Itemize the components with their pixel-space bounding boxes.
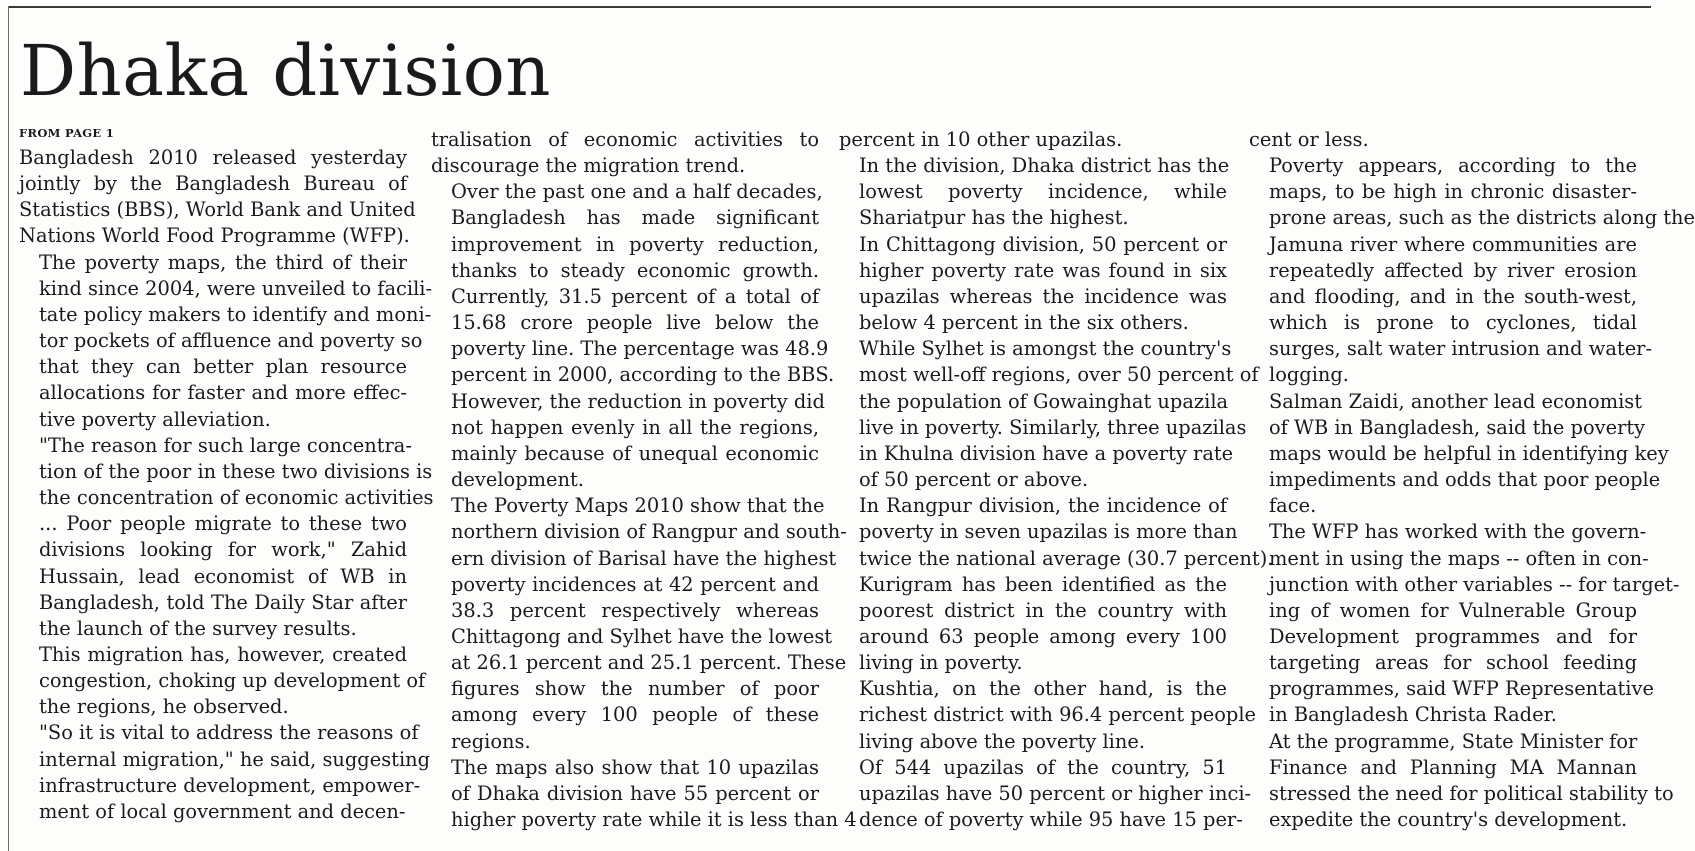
kicker: FROM PAGE 1	[19, 126, 115, 140]
text-line: face.	[1269, 494, 1317, 518]
text-line: maps, to be high in chronic disaster-	[1269, 180, 1637, 204]
text-line: Hussain, lead economist of WB in	[39, 564, 407, 588]
text-line: of 50 percent or above.	[859, 468, 1089, 492]
text-line: The maps also show that 10 upazilas	[451, 755, 819, 779]
paragraph	[839, 153, 1230, 231]
text-line: "So it is vital to address the reasons of	[39, 721, 419, 745]
text-line: higher poverty rate was found in six	[859, 258, 1227, 282]
text-line: Over the past one and a half decades,	[451, 180, 823, 204]
text-line: at 26.1 percent and 25.1 percent. These	[451, 651, 847, 675]
text-line: Bangladesh, told The Daily Star after	[39, 590, 407, 614]
text-line: ing of women for Vulnerable Group	[1269, 598, 1637, 622]
text-line: mainly because of unequal economic	[451, 441, 819, 465]
text-line: targeting areas for school feeding	[1269, 651, 1637, 675]
paragraph	[1249, 729, 1674, 834]
text-line: programmes, said WFP Representative	[1269, 677, 1654, 701]
paragraph	[839, 232, 1227, 337]
text-line: logging.	[1269, 363, 1349, 387]
text-line: Currently, 31.5 percent of a total of	[451, 284, 819, 308]
text-line: that they can better plan resource	[39, 355, 407, 379]
text-line: thanks to steady economic growth.	[451, 258, 819, 282]
text-line: higher poverty rate while it is less than 4	[451, 808, 857, 832]
text-line: Jamuna river where communities are	[1269, 232, 1637, 256]
text-line: 15.68 crore people live below the	[451, 311, 819, 335]
text-line: stressed the need for political stability to	[1269, 781, 1674, 805]
text-line: 38.3 percent respectively whereas	[451, 598, 819, 622]
paragraph	[839, 493, 1274, 571]
paragraph	[1249, 153, 1695, 388]
text-line: northern division of Rangpur and south-	[451, 520, 847, 544]
text-line: Shariatpur has the highest.	[859, 206, 1129, 230]
text-line: surges, salt water intrusion and water-	[1269, 337, 1652, 361]
text-line: congestion, choking up development of	[39, 669, 426, 693]
text-line: dence of poverty while 95 have 15 per-	[859, 808, 1243, 832]
text-line: percent in 10 other upazilas.	[839, 128, 1123, 151]
text-line: ment of local government and decen-	[39, 799, 406, 823]
text-line: kind since 2004, were unveiled to facili-	[39, 276, 433, 300]
text-line: the launch of the survey results.	[39, 616, 357, 640]
text-line: However, the reduction in poverty did	[451, 389, 825, 413]
text-line: In the division, Dhaka district has the	[859, 154, 1230, 178]
text-line: While Sylhet is amongst the country's	[859, 337, 1232, 361]
paragraph	[431, 493, 847, 755]
paragraph	[839, 336, 1259, 493]
text-line: In Rangpur division, the incidence of	[859, 494, 1227, 518]
text-line: Finance and Planning MA Mannan	[1269, 755, 1637, 779]
paragraph	[839, 676, 1257, 754]
paragraph	[19, 145, 416, 250]
text-line: Salman Zaidi, another lead economist	[1269, 389, 1643, 413]
text-line: twice the national average (30.7 percent).	[859, 546, 1274, 570]
paragraph	[431, 179, 835, 388]
paragraph	[19, 250, 433, 433]
headline: Dhaka division	[20, 30, 552, 112]
paragraph	[839, 755, 1252, 833]
text-line: the population of Gowainghat upazila	[859, 389, 1229, 413]
text-line: percent in 2000, according to the BBS.	[451, 363, 835, 387]
text-line: the concentration of economic activities	[39, 486, 434, 510]
text-line: The poverty maps, the third of their	[39, 250, 407, 274]
text-line: poverty incidences at 42 percent and	[451, 572, 819, 596]
text-line: improvement in poverty reduction,	[451, 232, 819, 256]
text-line: Statistics (BBS), World Bank and United	[19, 198, 416, 222]
text-line: ... Poor people migrate to these two	[39, 512, 407, 536]
paragraph	[19, 433, 434, 642]
text-line: richest district with 96.4 percent people	[859, 703, 1257, 727]
text-line: of Dhaka division have 55 percent or	[451, 781, 819, 805]
text-line: most well-off regions, over 50 percent of	[859, 363, 1259, 387]
text-line: ern division of Barisal have the highest	[451, 546, 837, 570]
text-line: tive poverty alleviation.	[39, 407, 271, 431]
text-line: lowest poverty incidence, while	[859, 180, 1227, 204]
text-line: Nations World Food Programme (WFP).	[19, 224, 410, 248]
paragraph	[19, 642, 426, 720]
text-line: The Poverty Maps 2010 show that the	[451, 494, 825, 518]
text-line: tion of the poor in these two divisions is	[39, 459, 433, 483]
text-line: Kushtia, on the other hand, is the	[859, 677, 1227, 701]
text-line: in Bangladesh Christa Rader.	[1269, 703, 1557, 727]
text-line: Poverty appears, according to the	[1269, 154, 1637, 178]
text-line: impediments and odds that poor people	[1269, 468, 1661, 492]
text-line: junction with other variables -- for target-	[1269, 572, 1680, 596]
paragraph	[431, 755, 857, 833]
text-line: maps would be helpful in identifying key	[1269, 441, 1669, 465]
text-line: Bangladesh 2010 released yesterday	[19, 146, 407, 169]
article-column-3	[839, 127, 1274, 833]
text-line: Of 544 upazilas of the country, 51	[859, 755, 1227, 779]
text-line: Chittagong and Sylhet have the lowest	[451, 624, 833, 648]
text-line: cent or less.	[1249, 128, 1369, 151]
text-line: expedite the country's development.	[1269, 808, 1628, 832]
paragraph	[431, 127, 819, 179]
text-line: regions.	[451, 729, 531, 753]
text-line: jointly by the Bangladesh Bureau of	[19, 172, 407, 196]
article-column-4	[1249, 127, 1695, 833]
paragraph	[839, 572, 1227, 677]
text-line: ment in using the maps -- often in con-	[1269, 546, 1649, 570]
text-line: prone areas, such as the districts along the	[1269, 206, 1695, 230]
text-line: Kurigram has been identified as the	[859, 572, 1227, 596]
text-line: living above the poverty line.	[859, 729, 1146, 753]
text-line: of WB in Bangladesh, said the poverty	[1269, 415, 1646, 439]
paragraph	[1249, 389, 1669, 520]
text-line: which is prone to cyclones, tidal	[1269, 311, 1637, 335]
text-line: poverty in seven upazilas is more than	[859, 520, 1238, 544]
text-line: poverty line. The percentage was 48.9	[451, 337, 829, 361]
text-line: discourage the migration trend.	[431, 154, 746, 178]
text-line: in Khulna division have a poverty rate	[859, 441, 1234, 465]
text-line: below 4 percent in the six others.	[859, 311, 1189, 335]
text-line: Bangladesh has made significant	[451, 206, 819, 230]
text-line: and flooding, and in the south-west,	[1269, 284, 1637, 308]
text-line: In Chittagong division, 50 percent or	[859, 232, 1227, 256]
paragraph	[1249, 127, 1637, 153]
paragraph	[19, 720, 431, 825]
article-column-2	[431, 127, 857, 833]
text-line: This migration has, however, created	[39, 642, 407, 666]
text-line: internal migration," he said, suggesting	[39, 747, 431, 771]
top-rule	[8, 6, 1651, 8]
text-line: upazilas have 50 percent or higher inci-	[859, 781, 1252, 805]
text-line: live in poverty. Similarly, three upazilas	[859, 415, 1247, 439]
text-line: figures show the number of poor	[451, 677, 819, 701]
text-line: around 63 people among every 100	[859, 624, 1227, 648]
text-line: not happen evenly in all the regions,	[451, 415, 819, 439]
text-line: poorest district in the country with	[859, 598, 1227, 622]
text-line: living in poverty.	[859, 651, 1023, 675]
text-line: The WFP has worked with the govern-	[1269, 520, 1647, 544]
article-column-1	[19, 126, 434, 825]
text-line: tralisation of economic activities to	[431, 128, 819, 151]
text-line: the regions, he observed.	[39, 695, 289, 719]
paragraph	[1249, 519, 1680, 728]
text-line: Development programmes and for	[1269, 624, 1637, 648]
text-line: infrastructure development, empower-	[39, 773, 421, 797]
text-line: development.	[451, 468, 584, 492]
text-line: "The reason for such large concentra-	[39, 433, 412, 457]
paragraph	[839, 127, 1227, 153]
text-line: tor pockets of affluence and poverty so	[39, 329, 423, 353]
article-body	[19, 126, 1695, 851]
text-line: repeatedly affected by river erosion	[1269, 258, 1637, 282]
left-column-rule	[8, 6, 9, 851]
text-line: divisions looking for work," Zahid	[39, 538, 407, 562]
text-line: At the programme, State Minister for	[1269, 729, 1638, 753]
paragraph	[431, 389, 825, 494]
text-line: tate policy makers to identify and moni-	[39, 302, 432, 326]
text-line: allocations for faster and more effec-	[39, 381, 407, 405]
text-line: among every 100 people of these	[451, 703, 819, 727]
text-line: upazilas whereas the incidence was	[859, 284, 1227, 308]
